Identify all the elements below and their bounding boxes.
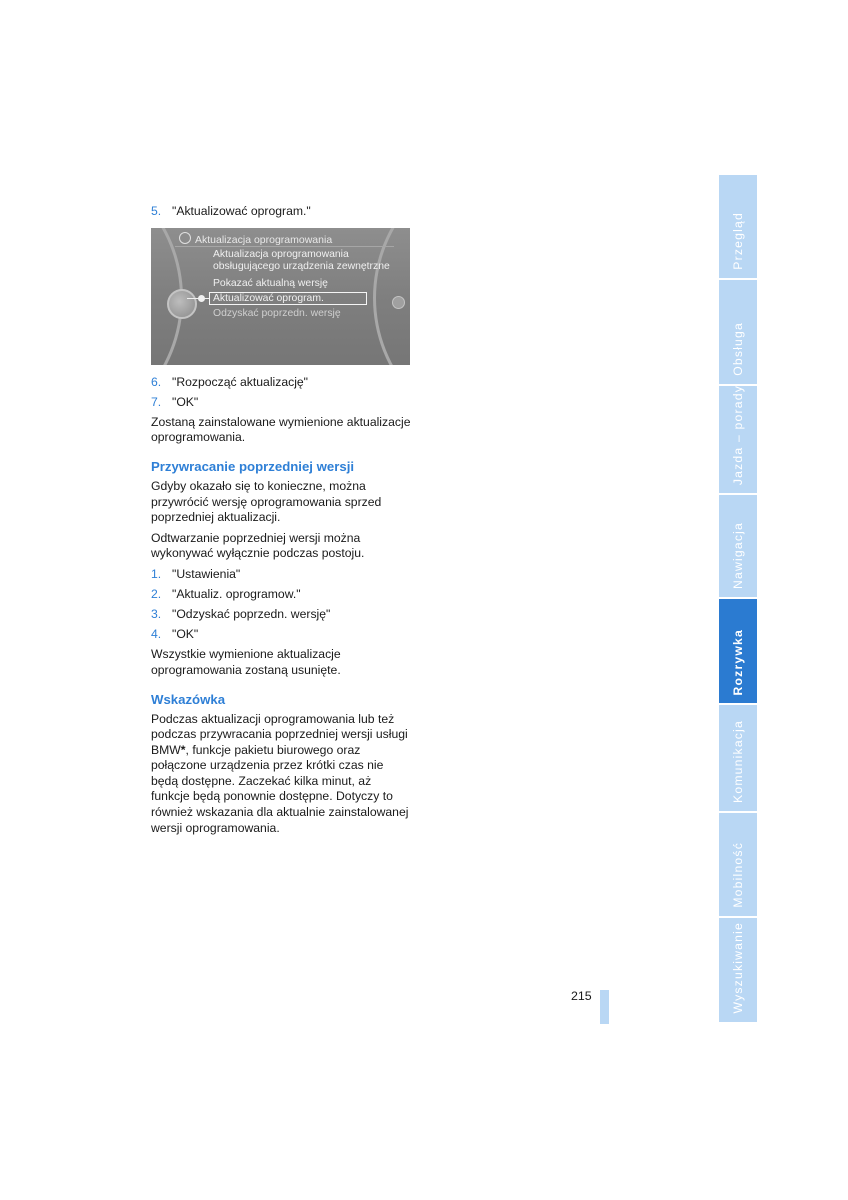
step-number: 1. xyxy=(151,566,162,581)
screen-divider xyxy=(175,246,394,247)
paragraph: Gdyby okazało się to konieczne, można przywrócić wersję oprogramowania sprzed poprzedniej aktualizacji. xyxy=(151,478,382,525)
selection-pointer-dot xyxy=(198,295,205,302)
step-text: "Rozpocząć aktualizację" xyxy=(172,374,309,389)
screen-menu-item-1a: Aktualizacja oprogramowania xyxy=(213,248,349,260)
right-knob-icon xyxy=(392,296,405,309)
section-heading-note: Wskazówka xyxy=(151,691,226,707)
step-number: 5. xyxy=(151,204,162,218)
note-text-end: , funkcje pakietu biurowego oraz połączone urządzenia przez krótki czas nie będą dostępne. Zaczekać kilka minut, aż funkcje będą ponownie dostępne. Dotyczy to również wskazania dla aktualnie zainstalowanej wersji oprogramowania. xyxy=(151,742,409,835)
step-text: "Aktualizować oprogram." xyxy=(172,204,311,218)
paragraph: Zostaną zainstalowane wymienione aktualizacje oprogramowania. xyxy=(151,414,411,445)
tab-label: Nawigacja xyxy=(731,521,745,589)
tab-jazda-porady[interactable] xyxy=(719,386,757,493)
step-text: "Aktualiz. oprogramow." xyxy=(172,587,301,602)
tab-label: Komunikacja xyxy=(731,720,745,803)
settings-icon xyxy=(179,232,191,244)
tab-komunikacja[interactable] xyxy=(719,705,757,811)
screen-menu-item-4: Odzyskać poprzedn. wersję xyxy=(213,307,341,319)
page-marker-bar xyxy=(600,990,609,1024)
step-number: 7. xyxy=(151,394,162,409)
main-content xyxy=(151,204,413,841)
tab-mobilnosc[interactable] xyxy=(719,813,757,916)
tab-label: Rozrywka xyxy=(731,628,745,695)
screen-header-text: Aktualizacja oprogramowania xyxy=(195,233,333,246)
step-2 xyxy=(151,587,413,603)
tab-rozrywka[interactable] xyxy=(719,599,757,703)
tab-przeglad[interactable] xyxy=(719,175,757,278)
step-3 xyxy=(151,607,413,623)
optional-equipment-star: * xyxy=(180,742,186,757)
note-text-start: Podczas aktualizacji oprogramowania lub też podczas przywracania poprzedniej wersji usługi BMW xyxy=(151,711,408,757)
page-number: 215 xyxy=(571,989,592,1003)
step-number: 2. xyxy=(151,587,162,602)
step-number: 4. xyxy=(151,627,162,642)
chapter-tabs xyxy=(719,175,757,1024)
step-4 xyxy=(151,627,413,643)
step-1 xyxy=(151,567,413,583)
screen-menu-item-1b: obsługującego urządzenia zewnętrzne xyxy=(213,260,390,272)
step-text: "OK" xyxy=(172,394,199,409)
tab-label: Jazda – porady xyxy=(731,384,745,485)
idrive-screen-image xyxy=(151,228,410,365)
paragraph: Wszystkie wymienione aktualizacje oprogramowania zostaną usunięte. xyxy=(151,647,341,677)
tab-label: Przegląd xyxy=(731,212,745,270)
screen-menu-item-3: Aktualizować oprogram. xyxy=(213,292,324,304)
screen-menu-item-2: Pokazać aktualną wersję xyxy=(213,277,328,289)
controller-knob-icon xyxy=(167,289,197,319)
tab-label: Obsługa xyxy=(731,322,745,376)
tab-obsluga[interactable] xyxy=(719,280,757,384)
tab-label: Mobilność xyxy=(731,842,745,908)
step-text: "Odzyskać poprzedn. wersję" xyxy=(172,607,331,622)
paragraph: Odtwarzanie poprzedniej wersji można wykonywać wyłącznie podczas postoju. xyxy=(151,530,365,561)
step-number: 3. xyxy=(151,607,162,622)
tab-label: Wyszukiwanie xyxy=(731,922,745,1014)
section-heading-restore: Przywracanie poprzedniej wersji xyxy=(151,458,355,474)
tab-wyszukiwanie[interactable] xyxy=(719,918,757,1022)
note-paragraph xyxy=(151,712,413,837)
tab-nawigacja[interactable] xyxy=(719,495,757,597)
step-6 xyxy=(151,375,413,391)
step-7 xyxy=(151,395,413,411)
screen-arc-right xyxy=(373,228,410,365)
step-number: 6. xyxy=(151,374,162,389)
step-text: "Ustawienia" xyxy=(172,566,241,581)
step-5 xyxy=(151,204,413,220)
step-text: "OK" xyxy=(172,627,199,642)
